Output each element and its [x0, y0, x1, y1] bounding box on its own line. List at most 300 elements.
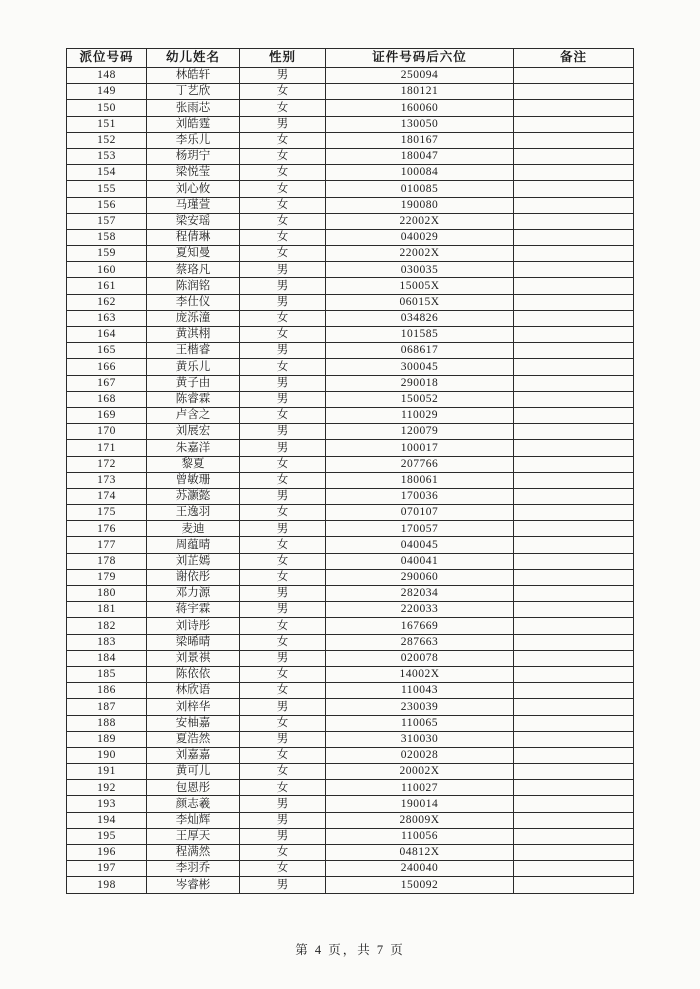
cell-gender: 女 — [240, 683, 326, 699]
cell-id-last-six: 034826 — [326, 310, 514, 326]
cell-gender: 男 — [240, 699, 326, 715]
cell-id-last-six: 207766 — [326, 456, 514, 472]
cell-id-last-six: 150092 — [326, 877, 514, 893]
cell-remark — [514, 780, 634, 796]
cell-remark — [514, 521, 634, 537]
cell-id-last-six: 110056 — [326, 828, 514, 844]
table-row — [67, 861, 634, 877]
cell-id-last-six: 110065 — [326, 715, 514, 731]
cell-allocation-number: 167 — [67, 375, 147, 391]
cell-remark — [514, 861, 634, 877]
cell-child-name: 黎夏 — [147, 456, 240, 472]
cell-id-last-six: 160060 — [326, 100, 514, 116]
table-row — [67, 327, 634, 343]
table-row — [67, 424, 634, 440]
cell-remark — [514, 343, 634, 359]
cell-child-name: 程倩琳 — [147, 229, 240, 245]
cell-remark — [514, 650, 634, 666]
cell-gender: 女 — [240, 472, 326, 488]
cell-gender: 女 — [240, 327, 326, 343]
cell-remark — [514, 553, 634, 569]
table-row — [67, 294, 634, 310]
cell-remark — [514, 116, 634, 132]
cell-child-name: 刘嘉嘉 — [147, 747, 240, 763]
cell-remark — [514, 634, 634, 650]
cell-remark — [514, 100, 634, 116]
table-row — [67, 618, 634, 634]
cell-gender: 男 — [240, 521, 326, 537]
table-row — [67, 488, 634, 504]
cell-id-last-six: 06015X — [326, 294, 514, 310]
cell-id-last-six: 190080 — [326, 197, 514, 213]
cell-child-name: 陈依依 — [147, 666, 240, 682]
cell-remark — [514, 407, 634, 423]
cell-child-name: 黄子由 — [147, 375, 240, 391]
column-header: 备注 — [514, 49, 634, 68]
cell-child-name: 夏浩然 — [147, 731, 240, 747]
cell-allocation-number: 169 — [67, 407, 147, 423]
cell-child-name: 曾敏珊 — [147, 472, 240, 488]
cell-remark — [514, 586, 634, 602]
cell-gender: 男 — [240, 586, 326, 602]
cell-child-name: 丁艺欣 — [147, 84, 240, 100]
table-row — [67, 505, 634, 521]
cell-gender: 男 — [240, 731, 326, 747]
cell-allocation-number: 175 — [67, 505, 147, 521]
table-row — [67, 116, 634, 132]
cell-allocation-number: 148 — [67, 68, 147, 84]
cell-id-last-six: 220033 — [326, 602, 514, 618]
cell-allocation-number: 156 — [67, 197, 147, 213]
cell-allocation-number: 155 — [67, 181, 147, 197]
table-row — [67, 569, 634, 585]
cell-remark — [514, 683, 634, 699]
cell-remark — [514, 213, 634, 229]
table-row — [67, 796, 634, 812]
cell-id-last-six: 282034 — [326, 586, 514, 602]
column-header: 性别 — [240, 49, 326, 68]
cell-remark — [514, 181, 634, 197]
table-row — [67, 391, 634, 407]
table-row — [67, 586, 634, 602]
allocation-roster-table — [66, 48, 634, 894]
cell-allocation-number: 184 — [67, 650, 147, 666]
cell-id-last-six: 290060 — [326, 569, 514, 585]
cell-gender: 女 — [240, 407, 326, 423]
cell-id-last-six: 22002X — [326, 246, 514, 262]
cell-gender: 男 — [240, 68, 326, 84]
table-row — [67, 828, 634, 844]
cell-allocation-number: 154 — [67, 165, 147, 181]
cell-allocation-number: 176 — [67, 521, 147, 537]
cell-allocation-number: 177 — [67, 537, 147, 553]
table-row — [67, 375, 634, 391]
cell-allocation-number: 198 — [67, 877, 147, 893]
cell-gender: 男 — [240, 278, 326, 294]
table-row — [67, 812, 634, 828]
cell-remark — [514, 747, 634, 763]
cell-child-name: 陈润铭 — [147, 278, 240, 294]
cell-gender: 女 — [240, 132, 326, 148]
cell-gender: 女 — [240, 780, 326, 796]
cell-gender: 女 — [240, 715, 326, 731]
cell-allocation-number: 165 — [67, 343, 147, 359]
cell-remark — [514, 796, 634, 812]
cell-allocation-number: 196 — [67, 845, 147, 861]
table-row — [67, 165, 634, 181]
cell-allocation-number: 171 — [67, 440, 147, 456]
cell-child-name: 马瑾萱 — [147, 197, 240, 213]
cell-child-name: 梁晞晴 — [147, 634, 240, 650]
cell-id-last-six: 180167 — [326, 132, 514, 148]
cell-id-last-six: 110043 — [326, 683, 514, 699]
table-row — [67, 699, 634, 715]
cell-child-name: 卢含之 — [147, 407, 240, 423]
table-row — [67, 407, 634, 423]
cell-remark — [514, 456, 634, 472]
cell-remark — [514, 505, 634, 521]
cell-gender: 男 — [240, 343, 326, 359]
cell-gender: 女 — [240, 634, 326, 650]
table-row — [67, 747, 634, 763]
cell-remark — [514, 68, 634, 84]
cell-child-name: 黄可儿 — [147, 764, 240, 780]
column-header: 幼儿姓名 — [147, 49, 240, 68]
column-header: 证件号码后六位 — [326, 49, 514, 68]
cell-allocation-number: 193 — [67, 796, 147, 812]
cell-child-name: 谢依彤 — [147, 569, 240, 585]
cell-gender: 女 — [240, 537, 326, 553]
table-row — [67, 780, 634, 796]
cell-id-last-six: 170036 — [326, 488, 514, 504]
cell-gender: 女 — [240, 845, 326, 861]
cell-remark — [514, 375, 634, 391]
cell-allocation-number: 191 — [67, 764, 147, 780]
cell-child-name: 李乐儿 — [147, 132, 240, 148]
cell-child-name: 蔡珞凡 — [147, 262, 240, 278]
table-row — [67, 278, 634, 294]
cell-remark — [514, 812, 634, 828]
cell-remark — [514, 310, 634, 326]
cell-child-name: 刘景祺 — [147, 650, 240, 666]
cell-id-last-six: 04812X — [326, 845, 514, 861]
cell-allocation-number: 187 — [67, 699, 147, 715]
cell-allocation-number: 172 — [67, 456, 147, 472]
cell-id-last-six: 100084 — [326, 165, 514, 181]
table-row — [67, 246, 634, 262]
table-row — [67, 877, 634, 893]
table-row — [67, 148, 634, 164]
cell-child-name: 王楷睿 — [147, 343, 240, 359]
cell-child-name: 蒋宇霖 — [147, 602, 240, 618]
cell-child-name: 杨玥宁 — [147, 148, 240, 164]
cell-child-name: 梁安瑶 — [147, 213, 240, 229]
cell-gender: 男 — [240, 488, 326, 504]
cell-allocation-number: 178 — [67, 553, 147, 569]
cell-allocation-number: 157 — [67, 213, 147, 229]
cell-gender: 女 — [240, 181, 326, 197]
cell-remark — [514, 618, 634, 634]
cell-gender: 女 — [240, 246, 326, 262]
table-row — [67, 310, 634, 326]
cell-gender: 女 — [240, 553, 326, 569]
cell-allocation-number: 192 — [67, 780, 147, 796]
cell-gender: 男 — [240, 440, 326, 456]
cell-remark — [514, 132, 634, 148]
cell-id-last-six: 230039 — [326, 699, 514, 715]
cell-remark — [514, 715, 634, 731]
column-header: 派位号码 — [67, 49, 147, 68]
table-row — [67, 683, 634, 699]
cell-id-last-six: 100017 — [326, 440, 514, 456]
cell-remark — [514, 424, 634, 440]
table-row — [67, 666, 634, 682]
cell-child-name: 周蕴晴 — [147, 537, 240, 553]
cell-allocation-number: 161 — [67, 278, 147, 294]
cell-gender: 女 — [240, 569, 326, 585]
cell-child-name: 李灿辉 — [147, 812, 240, 828]
cell-gender: 女 — [240, 456, 326, 472]
cell-allocation-number: 158 — [67, 229, 147, 245]
cell-allocation-number: 168 — [67, 391, 147, 407]
cell-child-name: 麦迪 — [147, 521, 240, 537]
cell-gender: 女 — [240, 100, 326, 116]
cell-id-last-six: 010085 — [326, 181, 514, 197]
table-row — [67, 456, 634, 472]
cell-id-last-six: 020028 — [326, 747, 514, 763]
cell-gender: 男 — [240, 650, 326, 666]
cell-gender: 男 — [240, 877, 326, 893]
cell-gender: 女 — [240, 197, 326, 213]
cell-id-last-six: 287663 — [326, 634, 514, 650]
cell-allocation-number: 164 — [67, 327, 147, 343]
table-row — [67, 343, 634, 359]
cell-id-last-six: 180061 — [326, 472, 514, 488]
cell-child-name: 王厚天 — [147, 828, 240, 844]
cell-allocation-number: 181 — [67, 602, 147, 618]
cell-remark — [514, 877, 634, 893]
cell-child-name: 岑睿彬 — [147, 877, 240, 893]
cell-id-last-six: 28009X — [326, 812, 514, 828]
cell-id-last-six: 180121 — [326, 84, 514, 100]
page-number-indicator: 第 4 页，共 7 页 — [295, 943, 405, 957]
cell-allocation-number: 180 — [67, 586, 147, 602]
cell-remark — [514, 699, 634, 715]
cell-remark — [514, 84, 634, 100]
table-header-row — [67, 49, 634, 68]
table-body — [67, 68, 634, 894]
cell-gender: 女 — [240, 213, 326, 229]
cell-remark — [514, 327, 634, 343]
cell-child-name: 朱嘉洋 — [147, 440, 240, 456]
cell-remark — [514, 294, 634, 310]
cell-child-name: 邓力源 — [147, 586, 240, 602]
cell-child-name: 林欣语 — [147, 683, 240, 699]
cell-child-name: 刘芷嫣 — [147, 553, 240, 569]
cell-remark — [514, 246, 634, 262]
cell-gender: 男 — [240, 391, 326, 407]
cell-id-last-six: 300045 — [326, 359, 514, 375]
cell-remark — [514, 488, 634, 504]
cell-id-last-six: 040045 — [326, 537, 514, 553]
table-row — [67, 537, 634, 553]
cell-allocation-number: 190 — [67, 747, 147, 763]
cell-id-last-six: 150052 — [326, 391, 514, 407]
cell-allocation-number: 152 — [67, 132, 147, 148]
cell-gender: 男 — [240, 375, 326, 391]
cell-child-name: 程满然 — [147, 845, 240, 861]
cell-remark — [514, 229, 634, 245]
cell-child-name: 刘皓霆 — [147, 116, 240, 132]
cell-allocation-number: 160 — [67, 262, 147, 278]
cell-id-last-six: 290018 — [326, 375, 514, 391]
table-row — [67, 650, 634, 666]
cell-remark — [514, 731, 634, 747]
cell-child-name: 苏灏懿 — [147, 488, 240, 504]
cell-id-last-six: 167669 — [326, 618, 514, 634]
cell-child-name: 安柚嘉 — [147, 715, 240, 731]
table-row — [67, 181, 634, 197]
cell-id-last-six: 040041 — [326, 553, 514, 569]
cell-remark — [514, 165, 634, 181]
cell-child-name: 张雨芯 — [147, 100, 240, 116]
cell-child-name: 包恩彤 — [147, 780, 240, 796]
table-row — [67, 553, 634, 569]
cell-remark — [514, 472, 634, 488]
cell-remark — [514, 391, 634, 407]
cell-id-last-six: 110029 — [326, 407, 514, 423]
cell-gender: 男 — [240, 602, 326, 618]
table-row — [67, 845, 634, 861]
table-row — [67, 764, 634, 780]
cell-gender: 男 — [240, 116, 326, 132]
cell-id-last-six: 130050 — [326, 116, 514, 132]
cell-remark — [514, 440, 634, 456]
cell-id-last-six: 068617 — [326, 343, 514, 359]
cell-id-last-six: 250094 — [326, 68, 514, 84]
cell-allocation-number: 149 — [67, 84, 147, 100]
cell-child-name: 夏知曼 — [147, 246, 240, 262]
cell-remark — [514, 148, 634, 164]
cell-gender: 男 — [240, 294, 326, 310]
cell-gender: 女 — [240, 84, 326, 100]
cell-gender: 女 — [240, 165, 326, 181]
cell-allocation-number: 151 — [67, 116, 147, 132]
cell-allocation-number: 182 — [67, 618, 147, 634]
cell-id-last-six: 170057 — [326, 521, 514, 537]
table-row — [67, 731, 634, 747]
table-row — [67, 359, 634, 375]
cell-id-last-six: 310030 — [326, 731, 514, 747]
cell-gender: 女 — [240, 229, 326, 245]
cell-remark — [514, 602, 634, 618]
cell-gender: 女 — [240, 618, 326, 634]
cell-id-last-six: 030035 — [326, 262, 514, 278]
cell-allocation-number: 170 — [67, 424, 147, 440]
cell-allocation-number: 150 — [67, 100, 147, 116]
cell-id-last-six: 020078 — [326, 650, 514, 666]
cell-id-last-six: 190014 — [326, 796, 514, 812]
cell-child-name: 颜志羲 — [147, 796, 240, 812]
table-row — [67, 262, 634, 278]
cell-child-name: 李羽乔 — [147, 861, 240, 877]
cell-allocation-number: 195 — [67, 828, 147, 844]
cell-child-name: 刘诗彤 — [147, 618, 240, 634]
cell-gender: 女 — [240, 359, 326, 375]
cell-remark — [514, 537, 634, 553]
cell-child-name: 梁悦莹 — [147, 165, 240, 181]
cell-allocation-number: 186 — [67, 683, 147, 699]
table-row — [67, 100, 634, 116]
cell-id-last-six: 110027 — [326, 780, 514, 796]
cell-allocation-number: 185 — [67, 666, 147, 682]
table-row — [67, 197, 634, 213]
table-row — [67, 634, 634, 650]
cell-allocation-number: 189 — [67, 731, 147, 747]
cell-allocation-number: 183 — [67, 634, 147, 650]
cell-allocation-number: 174 — [67, 488, 147, 504]
table-row — [67, 84, 634, 100]
cell-id-last-six: 14002X — [326, 666, 514, 682]
table-row — [67, 132, 634, 148]
cell-gender: 女 — [240, 310, 326, 326]
table-row — [67, 521, 634, 537]
table-row — [67, 440, 634, 456]
cell-allocation-number: 153 — [67, 148, 147, 164]
cell-allocation-number: 166 — [67, 359, 147, 375]
cell-id-last-six: 040029 — [326, 229, 514, 245]
cell-child-name: 王逸羽 — [147, 505, 240, 521]
table-row — [67, 602, 634, 618]
cell-gender: 女 — [240, 148, 326, 164]
cell-id-last-six: 070107 — [326, 505, 514, 521]
cell-id-last-six: 20002X — [326, 764, 514, 780]
cell-allocation-number: 173 — [67, 472, 147, 488]
cell-child-name: 刘梓华 — [147, 699, 240, 715]
cell-allocation-number: 194 — [67, 812, 147, 828]
cell-id-last-six: 22002X — [326, 213, 514, 229]
cell-child-name: 陈睿霖 — [147, 391, 240, 407]
table-row — [67, 472, 634, 488]
cell-gender: 女 — [240, 764, 326, 780]
cell-gender: 男 — [240, 796, 326, 812]
table-row — [67, 229, 634, 245]
cell-id-last-six: 240040 — [326, 861, 514, 877]
cell-id-last-six: 180047 — [326, 148, 514, 164]
cell-gender: 男 — [240, 828, 326, 844]
cell-id-last-six: 101585 — [326, 327, 514, 343]
cell-allocation-number: 162 — [67, 294, 147, 310]
cell-remark — [514, 197, 634, 213]
cell-child-name: 庞泺潼 — [147, 310, 240, 326]
cell-remark — [514, 764, 634, 780]
cell-gender: 男 — [240, 812, 326, 828]
cell-child-name: 刘展宏 — [147, 424, 240, 440]
cell-allocation-number: 179 — [67, 569, 147, 585]
cell-id-last-six: 15005X — [326, 278, 514, 294]
cell-remark — [514, 569, 634, 585]
table-row — [67, 68, 634, 84]
cell-remark — [514, 666, 634, 682]
cell-allocation-number: 197 — [67, 861, 147, 877]
cell-child-name: 黄乐儿 — [147, 359, 240, 375]
cell-remark — [514, 359, 634, 375]
cell-remark — [514, 845, 634, 861]
cell-allocation-number: 159 — [67, 246, 147, 262]
table-row — [67, 213, 634, 229]
cell-gender: 女 — [240, 505, 326, 521]
cell-gender: 男 — [240, 424, 326, 440]
